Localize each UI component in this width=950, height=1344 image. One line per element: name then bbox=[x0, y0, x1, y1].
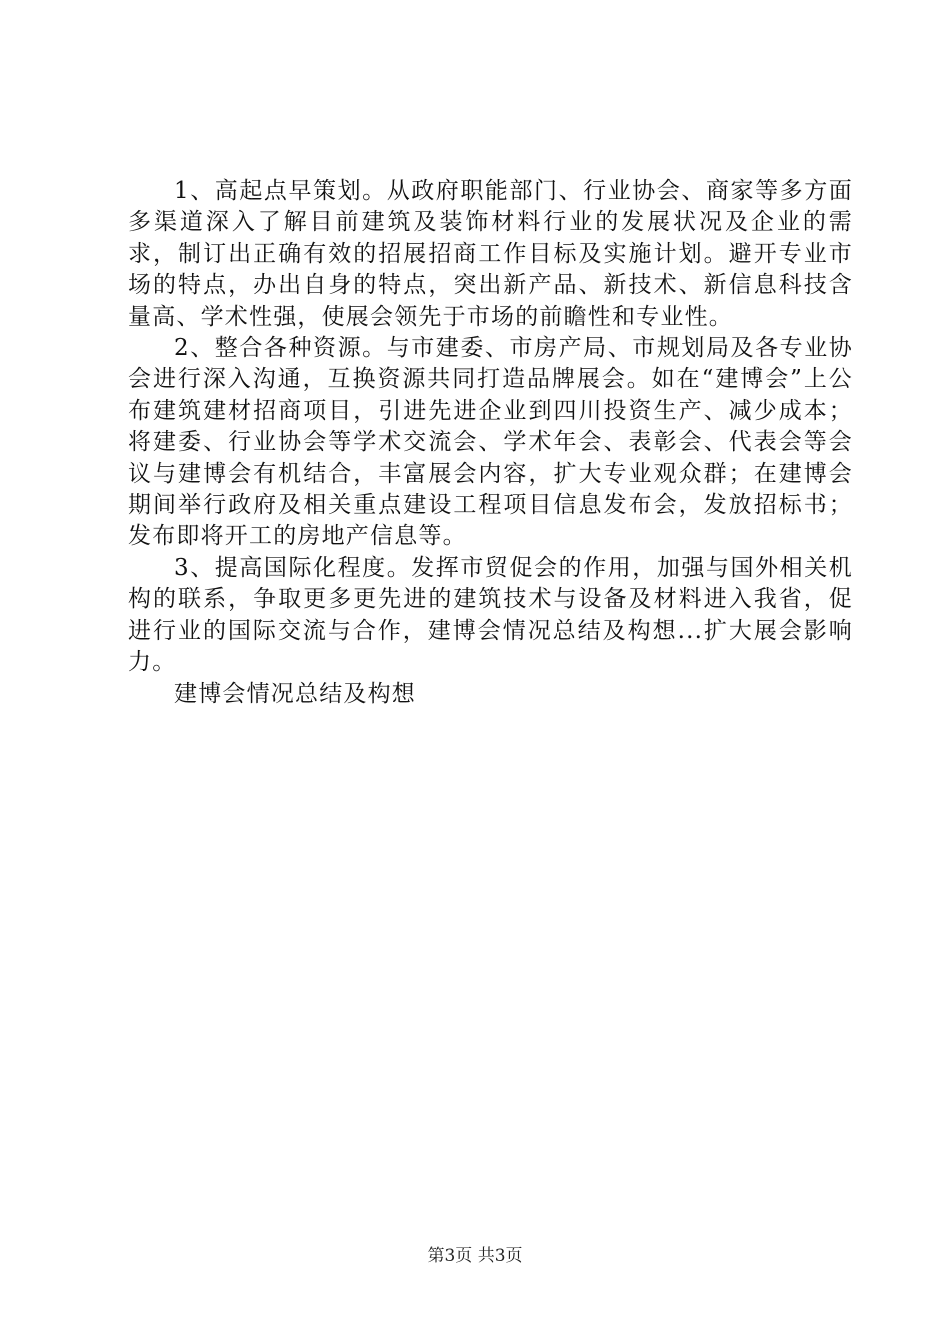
page-footer: 第3页 共3页 bbox=[427, 1246, 523, 1266]
paragraph-1: 1、高起点早策划。从政府职能部门、行业协会、商家等多方面多渠道深入了解目前建筑及装饰材料行业的发展状况及企业的需求，制订出正确有效的招展招商工作目标及实施计划。避开专业市场的特点，办出自身的特点，突出新产品、新技术、新信息科技含量高、学术性强，使展会领先于市场的前瞻性和专业性。 bbox=[128, 178, 853, 330]
paragraph-3: 3、提高国际化程度。发挥市贸促会的作用，加强与国外相关机构的联系，争取更多更先进的建筑技术与设备及材料进入我省，促进行业的国际交流与合作，建博会情况总结及构想...扩大展会影响力。 bbox=[128, 554, 853, 676]
closing-title-line: 建博会情况总结及构想 bbox=[174, 680, 416, 707]
document-body bbox=[128, 176, 853, 710]
paragraph-2: 2、整合各种资源。与市建委、市房产局、市规划局及各专业协会进行深入沟通，互换资源共同打造品牌展会。如在“建博会”上公布建筑建材招商项目，引进先进企业到四川投资生产、减少成本；将建委、行业协会等学术交流会、学术年会、表彰会、代表会等会议与建博会有机结合，丰富展会内容，扩大专业观众群；在建博会期间举行政府及相关重点建设工程项目信息发布会，发放招标书；发布即将开工的房地产信息等。 bbox=[128, 335, 853, 550]
